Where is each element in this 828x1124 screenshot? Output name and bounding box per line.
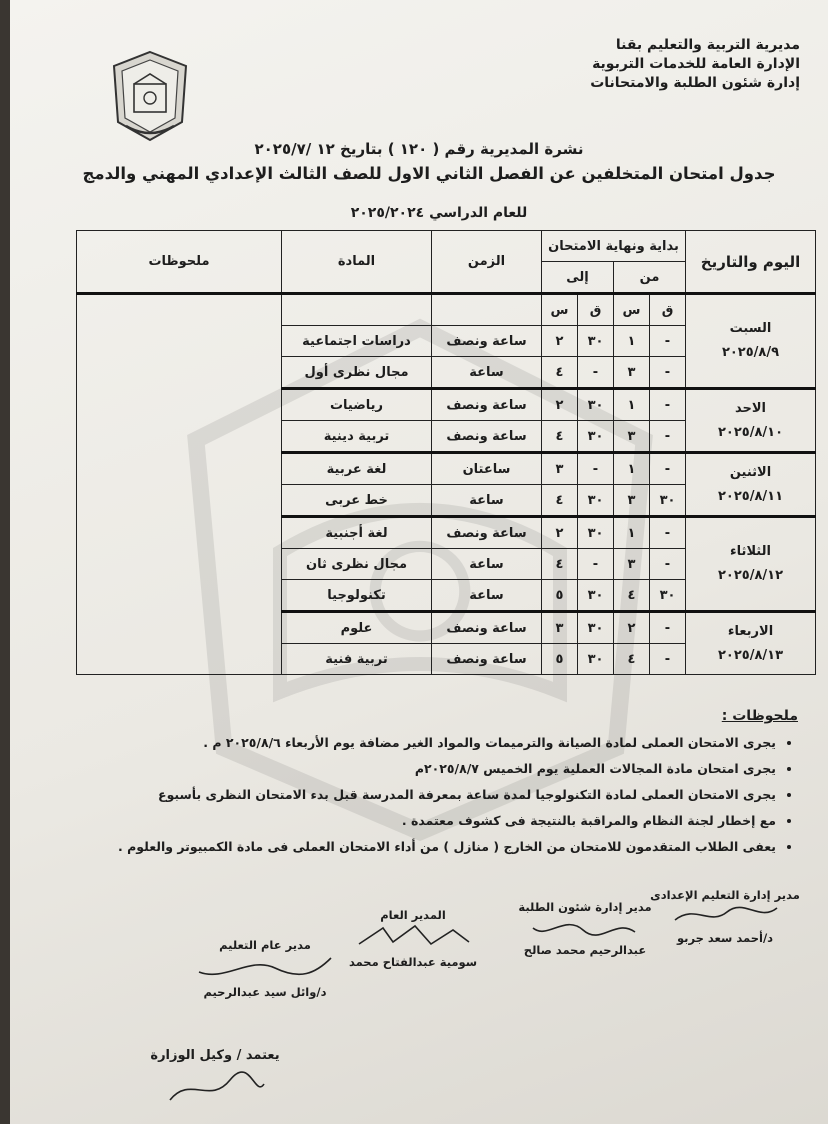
document-page [10, 0, 828, 1124]
from-hour: ٢ [614, 612, 650, 644]
note-item: • يجرى الامتحان العملى لمادة الصيانة والترميمات والمواد الغير مضافة يوم الأربعاء ٢٠٢٥/٨/٦ م . [108, 730, 776, 756]
header-start-end: بداية ونهاية الامتحان [542, 231, 686, 262]
header-time: الزمن [432, 231, 542, 294]
from-hour: ٤ [614, 580, 650, 612]
to-minute: ٣٠ [578, 580, 614, 612]
handwritten-signature-icon [353, 922, 473, 952]
header-line-3: إدارة شئون الطلبة والامتحانات [590, 75, 800, 91]
bulletin-number: نشرة المديرية رقم ( ١٢٠ ) بتاريخ ١٢ /٢٠٢٥/٧ [254, 140, 584, 158]
to-minute: ٣٠ [578, 421, 614, 453]
duration: ساعة ونصف [432, 326, 542, 357]
duration: ساعة ونصف [432, 612, 542, 644]
from-minute: - [650, 453, 686, 485]
note-item: • مع إخطار لجنة النظام والمراقبة بالنتيجة فى كشوف معتمدة . [108, 808, 776, 834]
duration: ساعة [432, 357, 542, 389]
to-hour: ٥ [542, 580, 578, 612]
header-block [590, 36, 800, 93]
day-date: ٢٠٢٥/٨/٩ [721, 345, 780, 360]
day-date: ٢٠٢٥/٨/١٢ [717, 568, 784, 583]
header-from: من [614, 262, 686, 294]
to-minute: - [578, 357, 614, 389]
duration: ساعة ونصف [432, 517, 542, 549]
duration: ساعة ونصف [432, 421, 542, 453]
day-name: الاحد [734, 400, 766, 416]
header-notes: ملحوظات [77, 231, 282, 294]
to-minute: ٣٠ [578, 389, 614, 421]
from-hour: ٣ [614, 485, 650, 517]
day-date: ٢٠٢٥/٨/١٣ [717, 647, 784, 663]
note-item: • يجرى امتحان مادة المجالات العملية يوم الخميس ٢٠٢٥/٨/٧م [108, 756, 776, 782]
subject: دراسات اجتماعية [282, 326, 432, 357]
to-hour: ٤ [542, 421, 578, 453]
header-row [77, 231, 816, 262]
header-subject: المادة [282, 231, 432, 294]
header-row-qs [77, 294, 816, 326]
duration: ساعتان [432, 453, 542, 485]
document-title: جدول امتحان المتخلفين عن الفصل الثاني الاول للصف الثالث الإعدادي المهني والدمج [82, 164, 776, 183]
day-date: ٢٠٢٥/٨/١١ [717, 488, 784, 504]
header-day: اليوم والتاريخ [686, 231, 816, 294]
from-minute: - [650, 357, 686, 389]
header-line-2: الإدارة العامة للخدمات التربوية [592, 56, 800, 72]
to-hour: ٤ [542, 485, 578, 517]
to-hour: ٣ [542, 612, 578, 644]
from-minute: - [650, 612, 686, 644]
subject: لغة أجنبية [282, 517, 432, 549]
duration: ساعة [432, 580, 542, 612]
from-minute: - [650, 517, 686, 549]
to-minute: - [578, 549, 614, 580]
to-hour: ٢ [542, 517, 578, 549]
from-minute: - [650, 549, 686, 580]
subject: علوم [282, 612, 432, 644]
from-minute: ٣٠ [650, 485, 686, 517]
duration: ساعة ونصف [432, 389, 542, 421]
to-hour: ٣ [542, 453, 578, 485]
to-hour: ٤ [542, 549, 578, 580]
note-item: • يجرى الامتحان العملى لمادة التكنولوجيا لمدة ساعة بمعرفة المدرسة قبل بدء الامتحان النظرى بأسبوع [108, 782, 776, 808]
col-s: س [542, 294, 578, 326]
duration: ساعة ونصف [432, 644, 542, 675]
signature-education-director: مدير عام التعليم د/وائل سيد عبدالرحيم [190, 938, 340, 999]
from-hour: ٣ [614, 421, 650, 453]
day-cell [686, 453, 816, 517]
note-item: • يعفى الطلاب المتقدمون للامتحان من الخارج ( منازل ) من أداء الامتحان العملى فى مادة الكمبيوتر والعلوم . [108, 834, 776, 860]
day-name: السبت [729, 321, 772, 336]
signature-general-director: المدير العام سومية عبدالفتاح محمد [348, 908, 478, 969]
handwritten-signature-icon [525, 914, 645, 940]
header-line-1: مديرية التربية والتعليم بقنا [615, 37, 800, 53]
handwritten-signature-icon [160, 1070, 270, 1110]
approval-line: يعتمد / وكيل الوزارة [150, 1048, 280, 1063]
subject: خط عربى [282, 485, 432, 517]
col-q: ق [578, 294, 614, 326]
to-minute: ٣٠ [578, 326, 614, 357]
day-name: الاثنين [729, 464, 772, 480]
notes-column [77, 294, 282, 675]
subject: تربية فنية [282, 644, 432, 675]
directorate-logo-icon [108, 48, 192, 144]
exam-schedule-table [76, 230, 816, 675]
from-minute: ٣٠ [650, 580, 686, 612]
notes-heading: ملحوظات : [721, 708, 798, 724]
to-minute: ٣٠ [578, 644, 614, 675]
from-minute: - [650, 644, 686, 675]
day-cell [686, 612, 816, 675]
day-name: الاربعاء [727, 623, 774, 639]
signature-affairs-director: مدير إدارة شئون الطلبة عبدالرحيم محمد صالح [518, 900, 652, 957]
notes-list [108, 730, 798, 860]
from-hour: ١ [614, 453, 650, 485]
day-cell [686, 294, 816, 389]
duration: ساعة [432, 485, 542, 517]
subject: لغة عربية [282, 453, 432, 485]
to-hour: ٤ [542, 357, 578, 389]
notes-section [108, 708, 798, 860]
col-s: س [614, 294, 650, 326]
from-hour: ٣ [614, 549, 650, 580]
from-hour: ٤ [614, 644, 650, 675]
subject: مجال نظرى ثان [282, 549, 432, 580]
to-minute: - [578, 453, 614, 485]
day-date: ٢٠٢٥/٨/١٠ [717, 424, 784, 440]
handwritten-signature-icon [195, 952, 335, 982]
day-cell [686, 517, 816, 612]
duration: ساعة [432, 549, 542, 580]
to-minute: ٣٠ [578, 612, 614, 644]
academic-year: للعام الدراسي ٢٠٢٥/٢٠٢٤ [350, 205, 528, 221]
from-minute: - [650, 326, 686, 357]
from-minute: - [650, 389, 686, 421]
day-name: الثلاثاء [730, 544, 771, 559]
signature-prep-director: مدير إدارة التعليم الإعدادى د/أحمد سعد جربو [650, 888, 800, 945]
day-cell [686, 389, 816, 453]
col-q: ق [650, 294, 686, 326]
to-minute: ٣٠ [578, 485, 614, 517]
to-hour: ٥ [542, 644, 578, 675]
to-minute: ٣٠ [578, 517, 614, 549]
to-hour: ٢ [542, 326, 578, 357]
from-hour: ١ [614, 389, 650, 421]
from-hour: ١ [614, 517, 650, 549]
header-to: إلى [542, 262, 614, 294]
to-hour: ٢ [542, 389, 578, 421]
from-minute: - [650, 421, 686, 453]
from-hour: ١ [614, 326, 650, 357]
handwritten-signature-icon [665, 902, 785, 928]
subject: تربية دينية [282, 421, 432, 453]
subject: مجال نظرى أول [282, 357, 432, 389]
from-hour: ٣ [614, 357, 650, 389]
subject: رياضيات [282, 389, 432, 421]
subject: تكنولوجيا [282, 580, 432, 612]
